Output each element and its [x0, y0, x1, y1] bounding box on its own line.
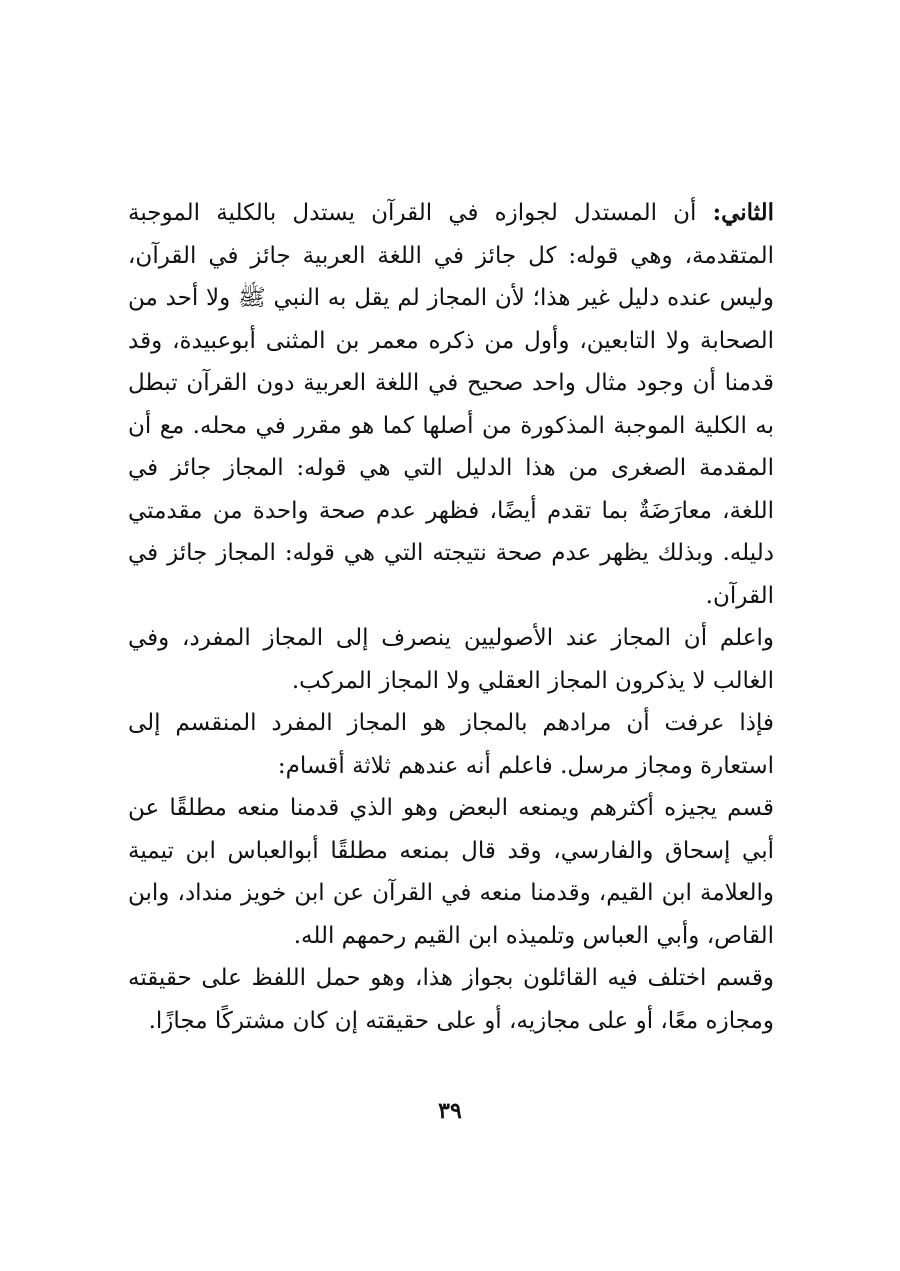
paragraph-3-text: فإذا عرفت أن مرادهم بالمجاز هو المجاز المفرد المنقسم إلى استعارة ومجاز مرسل. فاعلم أنه عندهم ثلاثة أقسام: — [128, 710, 774, 779]
paragraph-2-text: واعلم أن المجاز عند الأصوليين ينصرف إلى المجاز المفرد، وفي الغالب لا يذكرون المجاز العقلي ولا المجاز المركب. — [128, 625, 774, 694]
paragraph-1-text: أن المستدل لجوازه في القرآن يستدل بالكلية الموجبة المتقدمة، وهي قوله: كل جائز في اللغة العربية جائز في القرآن، وليس عنده دليل غير هذا؛ لأن المجاز لم يقل به النبي ﷺ ولا أحد من الصحابة ولا التابعين، وأول من ذكره معمر بن المثنى أبوعبيدة، وقد قدمنا أن وجود مثال واحد صحيح في اللغة العربية دون القرآن تبطل به الكلية الموجبة المذكورة من أصلها كما هو مقرر في محله. مع أن المقدمة الصغرى من هذا الدليل التي هي قوله: المجاز جائز في اللغة، معارَضَةٌ بما تقدم أيضًا، فظهر عدم صحة واحدة من مقدمتي دليله. وبذلك يظهر عدم صحة نتيجته التي هي قوله: المجاز جائز في القرآن. — [128, 200, 774, 609]
paragraph-3 — [128, 702, 774, 787]
paragraph-5-text: وقسم اختلف فيه القائلون بجواز هذا، وهو حمل اللفظ على حقيقته ومجازه معًا، أو على مجازيه، أو على حقيقته إن كان مشتركًا مجازًا. — [128, 965, 774, 1034]
paragraph-lead-word: الثاني: — [712, 199, 774, 226]
page-number: ٣٩ — [438, 1098, 462, 1124]
paragraph-4-text: قسم يجيزه أكثرهم ويمنعه البعض وهو الذي قدمنا منعه مطلقًا عن أبي إسحاق والفارسي، وقد قال بمنعه مطلقًا أبوالعباس ابن تيمية والعلامة ابن القيم، وقدمنا منعه في القرآن عن ابن خويز منداد، وابن القاص، وأبي العباس وتلميذه ابن القيم رحمهم الله. — [128, 795, 774, 949]
paragraph-4 — [128, 787, 774, 957]
body-text — [128, 192, 774, 1042]
paragraph-1 — [128, 192, 774, 617]
paragraph-2 — [128, 617, 774, 702]
paragraph-5 — [128, 957, 774, 1042]
